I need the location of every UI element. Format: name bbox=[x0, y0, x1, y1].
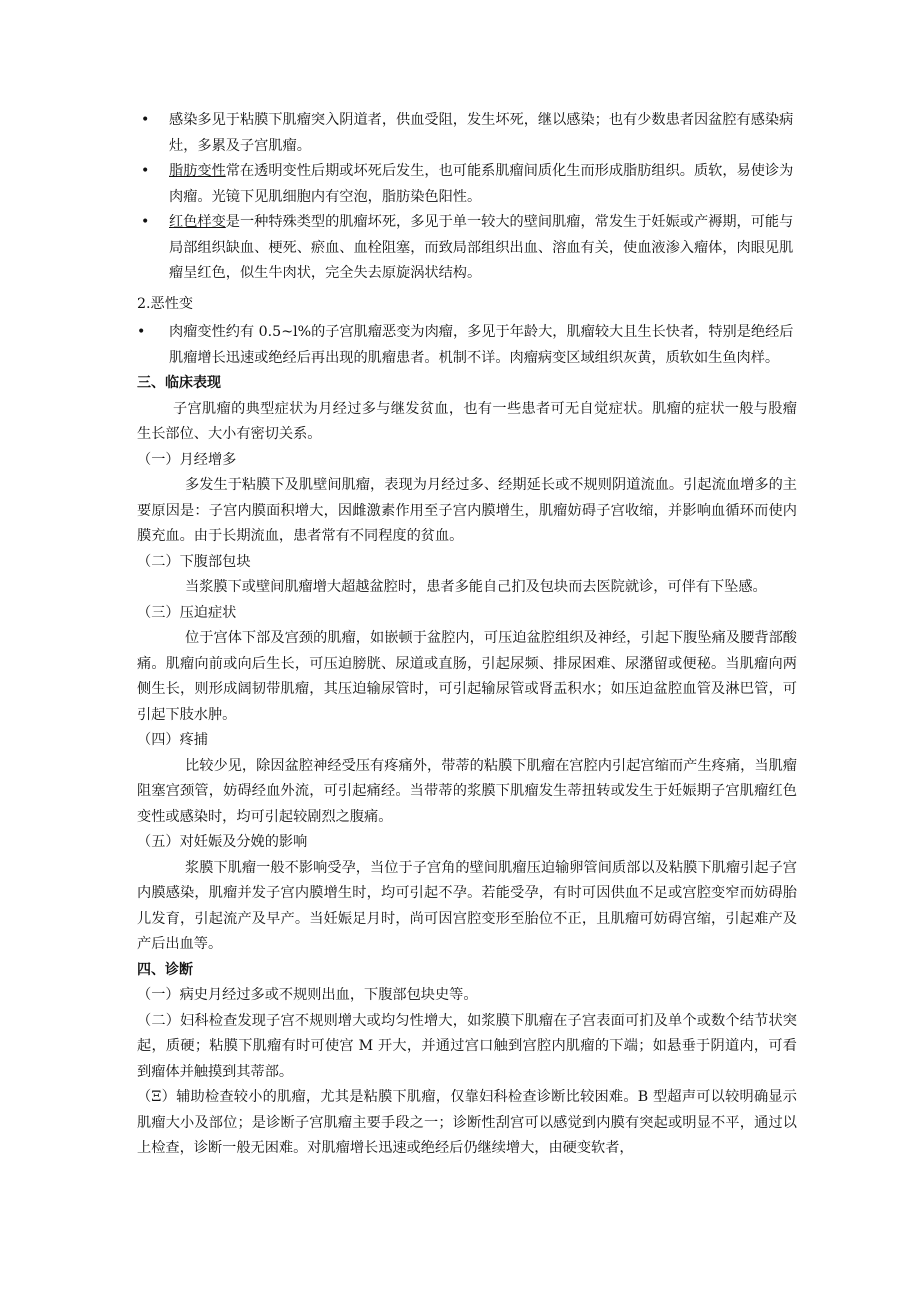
bullet-icon: • bbox=[141, 112, 150, 128]
bullet-term: 红色样变 bbox=[169, 214, 226, 230]
section-heading-clinical: 三、临床表现 bbox=[137, 375, 221, 391]
bullet-text: 是一种特殊类型的肌瘤坏死，多见于单一较大的壁间肌瘤，常发生于妊娠或产褥期，可能与局部组织缺血、梗死、瘀血、血栓阻塞，而致局部组织出血、溶血有关，使血液渗入瘤体，肉眼见肌瘤呈红色，似生牛肉状，完全失去原旋涡状结构。 bbox=[169, 214, 794, 281]
degeneration-list bbox=[137, 108, 797, 287]
subsection-text: 当浆膜下或壁间肌瘤增大超越盆腔时，患者多能自己扪及包块而去医院就诊，可伴有下坠感。 bbox=[185, 579, 767, 595]
malignant-text: 肉瘤变性约有 0.5~l%的子宫肌瘤恶变为肉瘤，多见于年龄大，肌瘤较大且生长快者，特别是绝经后肌瘤增长迅速或绝经后再出现的肌瘤患者。机制不详。肉瘤病变区域组织灰黄，质软如生鱼肉样。 bbox=[169, 324, 794, 366]
bullet-text: 感染多见于粘膜下肌瘤突入阴道者，供血受阻，发生坏死，继以感染；也有少数患者因盆腔有感染病灶，多累及子宫肌瘤。 bbox=[169, 112, 794, 154]
subsection-title: （一）月经增多 bbox=[137, 451, 237, 468]
diagnosis-item: （Ξ）辅助检查较小的肌瘤，尤其是粘膜下肌瘤，仅靠妇科检查诊断比较困难。B 型超声可以较明确显示肌瘤大小及部位；是诊断子宫肌瘤主要手段之一；诊断性刮宫可以感觉到内膜有突起或明显不平，通过以上检查，诊断一般无困难。对肌瘤增长迅速或绝经后仍继续增大，由硬变软者， bbox=[137, 1089, 797, 1156]
subsection-text: 浆膜下肌瘤一般不影响受孕，当位于子宫角的壁间肌瘤压迫输卵管间质部以及粘膜下肌瘤引起子宫内膜感染，肌瘤并发子宫内膜增生时，均可引起不孕。若能受孕，有时可因供血不足或宫腔变窄而妨碍胎儿发育，引起流产及早产。当妊娠足月时，尚可因宫腔变形至胎位不正，且肌瘤可妨碍宫缩，引起难产及产后出血等。 bbox=[137, 859, 797, 952]
subsection-text: 位于宫体下部及宫颈的肌瘤，如嵌顿于盆腔内，可压迫盆腔组织及神经，引起下腹坠痛及腰背部酸痛。肌瘤向前或向后生长，可压迫膀胱、尿道或直肠，引起尿频、排尿困难、尿潴留或便秘。当肌瘤向两侧生长，则形成阔韧带肌瘤，其压迫输尿管时，可引起输尿管或肾盂积水；如压迫盆腔血管及淋巴管，可引起下肢水肿。 bbox=[137, 630, 797, 723]
subsection-title: （三）压迫症状 bbox=[137, 604, 237, 621]
subsection-title: （五）对妊娠及分娩的影响 bbox=[137, 834, 308, 850]
list-item bbox=[137, 159, 797, 210]
subsection-text: 多发生于粘膜下及肌壁间肌瘤，表现为月经过多、经期延长或不规则阴道流血。引起流血增多的主要原因是：子宫内膜面积增大，因雌激素作用至子宫内膜增生，肌瘤妨碍子宫收缩，并影响血循环而使内膜充血。由于长期流血，患者常有不同程度的贫血。 bbox=[137, 477, 797, 544]
diagnosis-item: （二）妇科检查发现子宫不规则增大或均匀性增大，如浆膜下肌瘤在子宫表面可扪及单个或数个结节状突起，质硬；粘膜下肌瘤有时可使宫 M 开大，并通过宫口触到宫腔内肌瘤的下端；如悬垂于阴道内，可看到瘤体并触摸到其蒂部。 bbox=[137, 1012, 797, 1080]
bullet-text: 常在透明变性后期或坏死后发生，也可能系肌瘤间质化生而形成脂肪组织。质软，易使诊为肉瘤。光镜下见肌细胞内有空泡，脂肪染色阳性。 bbox=[169, 163, 794, 205]
malignant-heading: 2.恶性变 bbox=[137, 295, 194, 312]
bullet-icon: • bbox=[141, 163, 150, 179]
document-page bbox=[137, 108, 797, 1162]
list-item bbox=[137, 108, 797, 159]
bullet-icon: • bbox=[137, 324, 146, 340]
diagnosis-item: （一）病史月经过多或不规则出血，下腹部包块史等。 bbox=[137, 987, 478, 1003]
subsection-title: （二）下腹部包块 bbox=[137, 553, 251, 570]
subsection-text: 比较少见，除因盆腔神经受压有疼痛外，带蒂的粘膜下肌瘤在宫腔内引起宫缩而产生疼痛，当肌瘤阻塞宫颈管，妨碍经血外流，可引起痛经。当带蒂的浆膜下肌瘤发生蒂扭转或发生于妊娠期子宫肌瘤红色变性或感染时，均可引起较剧烈之腹痛。 bbox=[137, 757, 797, 825]
bullet-icon: • bbox=[141, 214, 150, 230]
bullet-term: 脂肪变性 bbox=[169, 163, 226, 179]
subsection-title: （四）疼捕 bbox=[137, 732, 208, 748]
section-heading-diagnosis: 四、诊断 bbox=[137, 961, 193, 978]
list-item bbox=[137, 210, 797, 287]
malignant-paragraph bbox=[137, 320, 797, 371]
clinical-intro: 子宫肌瘤的典型症状为月经过多与继发贫血，也有一些患者可无自觉症状。肌瘤的症状一般与股瘤生长部位、大小有密切关系。 bbox=[137, 400, 797, 442]
